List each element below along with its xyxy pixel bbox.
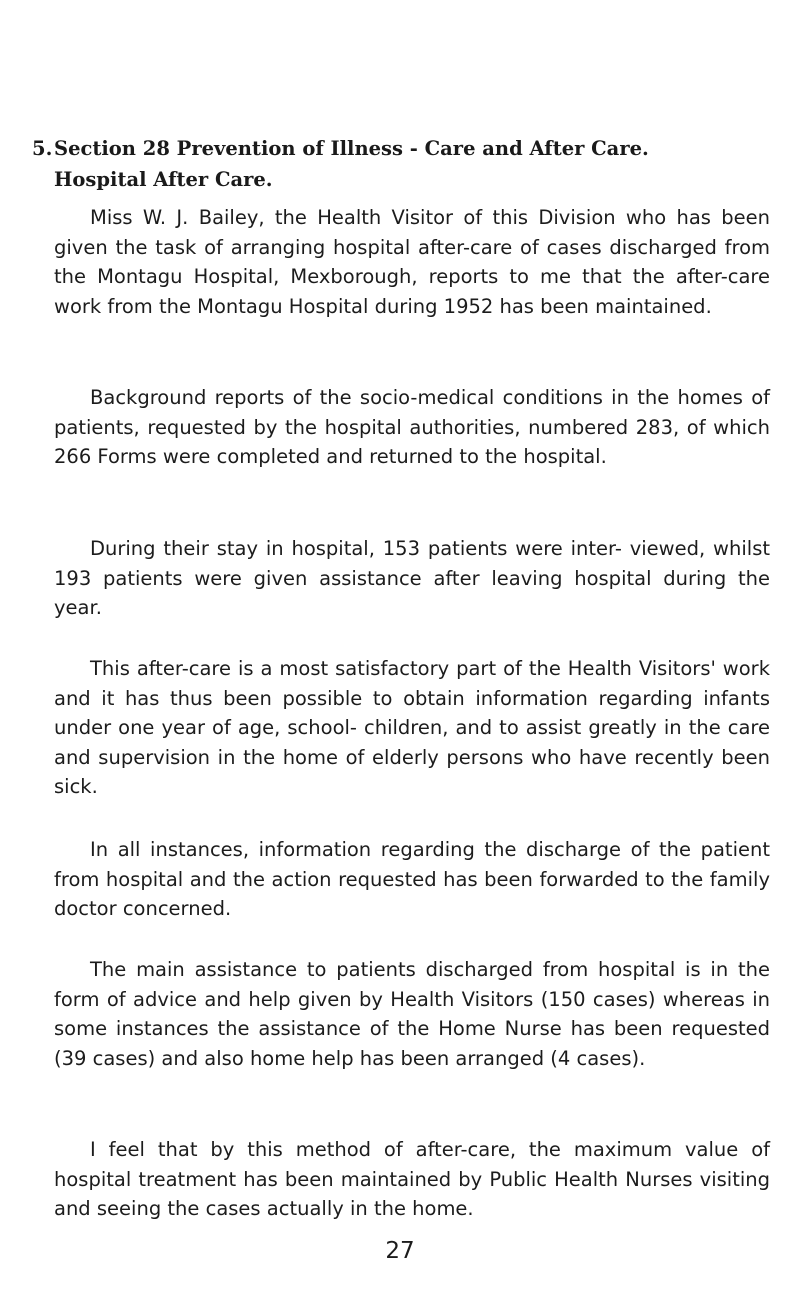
section-subtitle: Hospital After Care. [54,168,273,191]
paragraph-patients-interviewed: During their stay in hospital, 153 patients were inter- viewed, whilst 193 patients were given assistance after leaving hospital during the year. [54,537,770,620]
paragraph-health-visitors-work: This after-care is a most satisfactory part of the Health Visitors' work and it has thus been possible to obtain information regarding infants under one year of age, school- children, and to assist greatly in the care and supervision in the home of elderly persons who have recently been sick. [54,657,770,799]
section-title: Section 28 Prevention of Illness - Care and After Care. [54,137,649,160]
paragraph-main-assistance: The main assistance to patients discharged from hospital is in the form of advice and help given by Health Visitors (150 cases) whereas in some instances the assistance of the Home Nurse has been requested (39 cases) and also home help has been arranged (4 cases). [54,958,770,1070]
section-heading [32,133,777,195]
paragraph-conclusion: I feel that by this method of after-care, the maximum value of hospital treatment has been maintained by Public Health Nurses visiting and seeing the cases actually in the home. [54,1138,770,1221]
page-number: 27 [385,1238,415,1264]
paragraph-family-doctor: In all instances, information regarding the discharge of the patient from hospital and the action requested has been forwarded to the family doctor concerned. [54,838,770,921]
section-number: 5. [32,137,53,160]
paragraph-after-care-reports: Miss W. J. Bailey, the Health Visitor of this Division who has been given the task of arranging hospital after-care of cases discharged from the Montagu Hospital, Mexborough, reports to me that the after-care work from the Montagu Hospital during 1952 has been maintained. [54,206,770,318]
paragraph-background-reports: Background reports of the socio-medical conditions in the homes of patients, requested by the hospital authorities, numbered 283, of which 266 Forms were completed and returned to the hospital. [54,386,770,469]
